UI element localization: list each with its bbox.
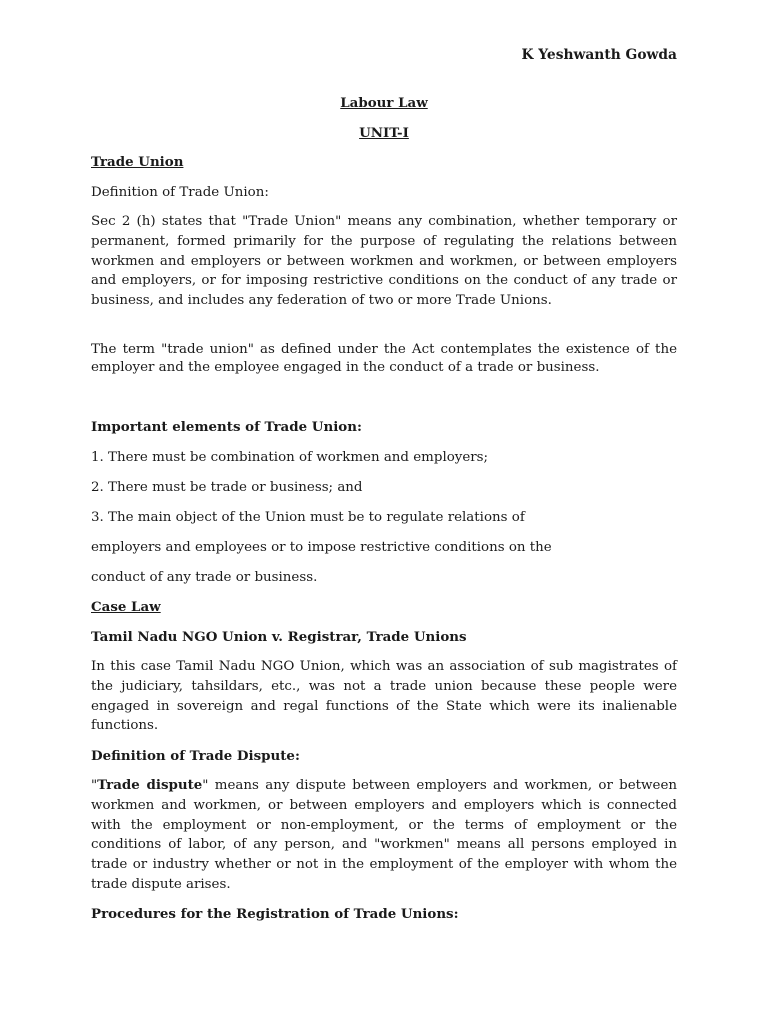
unit-heading: UNIT-I	[359, 125, 409, 141]
case-title: Tamil Nadu NGO Union v. Registrar, Trade Unions	[91, 629, 467, 645]
sec-2h-paragraph: Sec 2 (h) states that "Trade Union" means any combination, whether temporary or permanent, formed primarily for the purpose of regulating the relations between workmen and employers or between workmen and workmen, or between employers and employers, or for imposing restrictive conditions on the conduct of any trade or business, and includes any federation of two or more Trade Unions.	[91, 214, 677, 309]
element-item-1: 1. There must be combination of workmen and employers;	[91, 450, 489, 465]
term-paragraph: The term "trade union" as defined under the Act contemplates the existence of the employer and the employee engaged in the conduct of a trade or business.	[91, 342, 677, 375]
trade-dispute-term: Trade dispute	[97, 777, 203, 793]
trade-dispute-paragraph: "Trade dispute" means any dispute between employers and workmen, or between workmen and workmen, or between employers and employers which is connected with the employment or non-employment, or the terms of employment or the conditions of labor, of any person, and "workmen" means all persons employed in trade or industry whether or not in the employment of the employer with whom the trade dispute arises.	[91, 777, 677, 892]
definition-label: Definition of Trade Union:	[91, 185, 269, 200]
case-law-heading: Case Law	[91, 599, 161, 615]
trade-union-heading: Trade Union	[91, 154, 184, 170]
procedures-heading: Procedures for the Registration of Trade Unions:	[91, 906, 459, 922]
trade-dispute-text: means any dispute between employers and workmen, or between workmen and workmen, or between employers and employers which is connected with the employment or non-employment, or the terms of employment or the conditions of labor, of any person, and "workmen" means all persons employed in trade or industry whether or not in the employment of the employer with whom the trade dispute arises.	[91, 778, 677, 892]
element-item-3-cont-2: conduct of any trade or business.	[91, 570, 318, 585]
case-paragraph: In this case Tamil Nadu NGO Union, which was an association of sub magistrates of the judiciary, tahsildars, etc., was not a trade union because these people were engaged in sovereign and regal functions of the State which were its inalienable functions.	[91, 659, 677, 734]
element-item-3-cont-1: employers and employees or to impose restrictive conditions on the	[91, 540, 552, 555]
author-name: K Yeshwanth Gowda	[521, 47, 677, 63]
element-item-3: 3. The main object of the Union must be to regulate relations of	[91, 510, 525, 525]
document-title: Labour Law	[340, 95, 428, 111]
element-item-2: 2. There must be trade or business; and	[91, 480, 363, 495]
elements-heading: Important elements of Trade Union:	[91, 419, 362, 435]
trade-dispute-heading: Definition of Trade Dispute:	[91, 748, 300, 764]
